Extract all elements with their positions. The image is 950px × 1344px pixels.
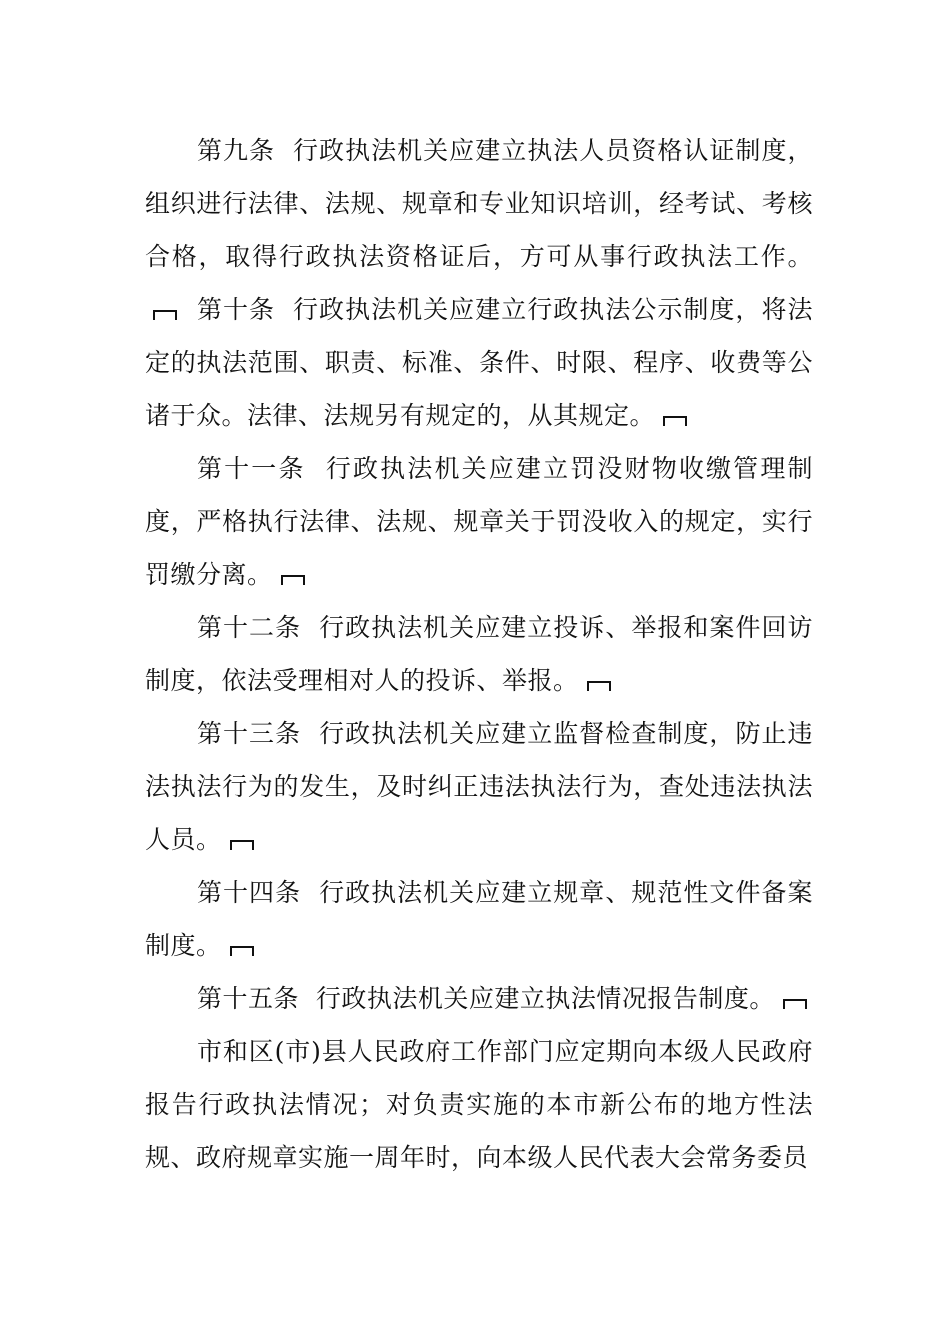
article-13-paragraph — [145, 707, 813, 866]
article-number: 第十一条 — [197, 454, 306, 483]
article-text: 行政执法机关应建立规章、规范性文件备案制度。 — [145, 878, 813, 960]
article-11-paragraph — [145, 442, 813, 601]
article-text: 行政执法机关应建立行政执法公示制度，将法定的执法范围、职责、标准、条件、时限、程序、收费等公诸于众。法律、法规另有规定的，从其规定。 — [145, 295, 813, 430]
paragraph-mark-icon — [281, 575, 305, 585]
paragraph-mark-icon — [783, 999, 807, 1009]
article-15-continuation-paragraph — [145, 1025, 813, 1184]
article-number: 第十四条 — [197, 878, 302, 907]
article-number: 第十二条 — [197, 613, 302, 642]
article-number: 第十五条 — [197, 984, 300, 1013]
article-12-paragraph — [145, 601, 813, 707]
article-14-paragraph — [145, 866, 813, 972]
paragraph-mark-icon — [230, 946, 254, 956]
article-text: 行政执法机关应建立执法情况报告制度。 — [315, 984, 775, 1013]
article-text: 行政执法机关应建立监督检查制度，防止违法执法行为的发生，及时纠正违法执法行为，查处违法执法人员。 — [145, 719, 813, 854]
paragraph-mark-icon — [230, 840, 254, 850]
article-number: 第九条 — [197, 136, 276, 165]
article-text: 行政执法机关应建立罚没财物收缴管理制度，严格执行法律、法规、规章关于罚没收入的规定，实行罚缴分离。 — [145, 454, 813, 589]
article-text: 行政执法机关应建立投诉、举报和案件回访制度，依法受理相对人的投诉、举报。 — [145, 613, 813, 695]
article-number: 第十条 — [197, 295, 276, 324]
article-10-paragraph — [145, 283, 813, 442]
article-15-paragraph — [145, 972, 813, 1025]
paragraph-mark-icon — [663, 416, 687, 426]
article-text: 行政执法机关应建立执法人员资格认证制度，组织进行法律、法规、规章和专业知识培训，经考试、考核合格，取得行政执法资格证后，方可从事行政执法工作。 — [145, 136, 813, 271]
article-text: 市和区(市)县人民政府工作部门应定期向本级人民政府报告行政执法情况；对负责实施的本市新公布的地方性法规、政府规章实施一周年时，向本级人民代表大会常务委员 — [145, 1037, 813, 1172]
article-number: 第十三条 — [197, 719, 302, 748]
paragraph-mark-icon — [587, 681, 611, 691]
